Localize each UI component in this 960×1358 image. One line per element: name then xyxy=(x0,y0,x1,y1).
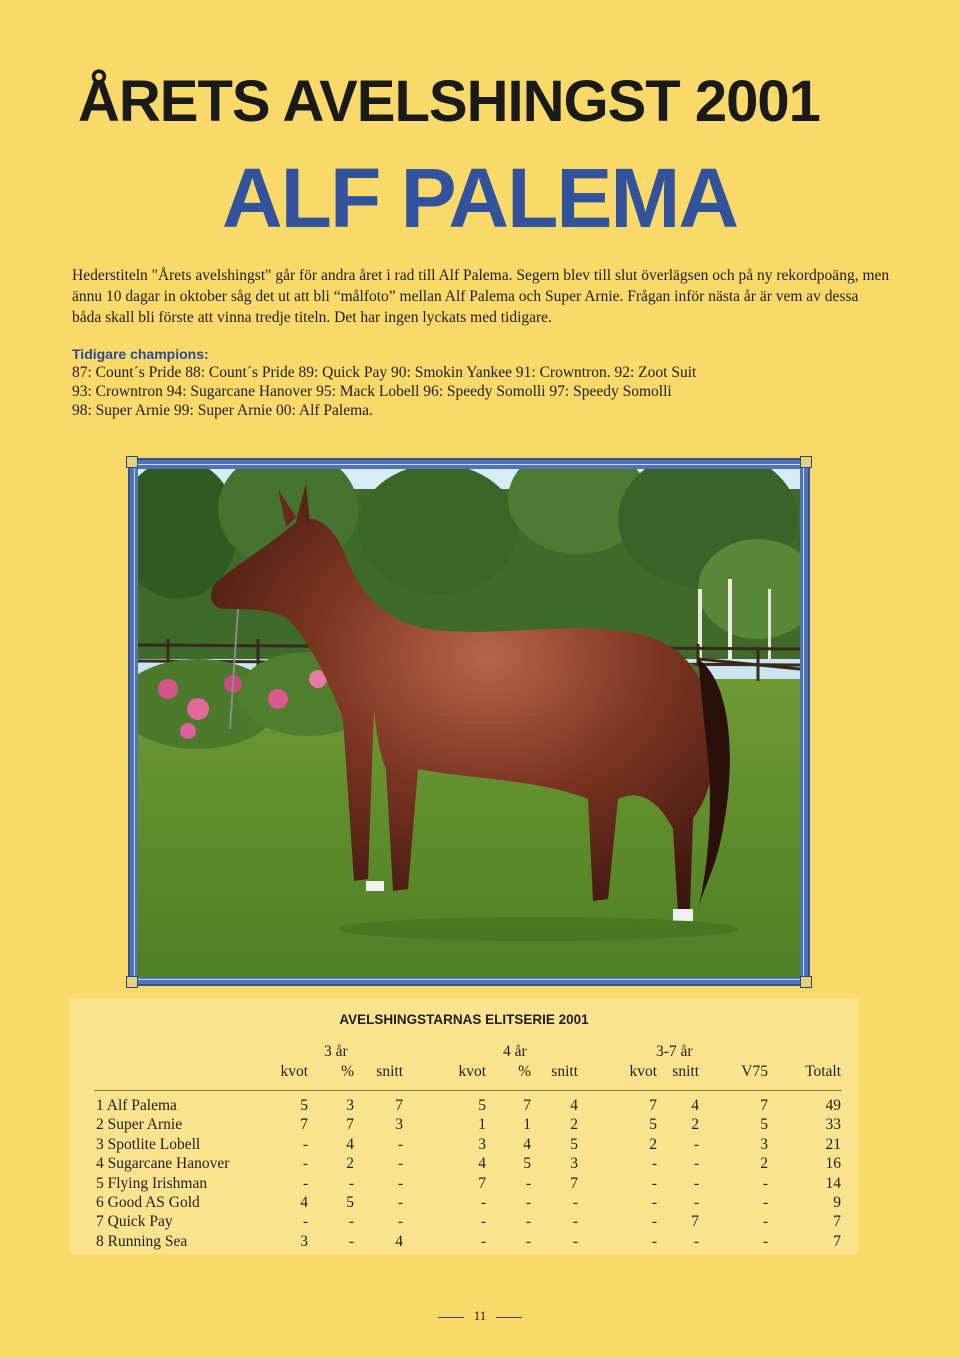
frame-corner-ornament xyxy=(800,456,812,468)
page-footer xyxy=(0,1308,960,1324)
group-header-3-7-ar: 3-7 år xyxy=(656,1043,693,1060)
table-cell: - xyxy=(693,1155,699,1173)
table-cell: - xyxy=(480,1232,486,1250)
column-header: kvot xyxy=(458,1063,486,1080)
table-cell: 4 xyxy=(523,1135,531,1153)
table-cell: 5 xyxy=(649,1116,657,1134)
table-cell: 7 xyxy=(523,1097,531,1114)
horse-shadow xyxy=(338,917,738,941)
table-cell: 4 xyxy=(478,1155,486,1173)
table-cell: 33 xyxy=(825,1116,841,1134)
previous-champions-line-1: 87: Count´s Pride 88: Count´s Pride 89: Quick Pay 90: Smokin Yankee 91: Crowntron. 92: Zoot Suit xyxy=(72,364,697,381)
table-cell: 1 xyxy=(478,1116,486,1134)
table-cell: - xyxy=(302,1135,308,1153)
page-title: ÅRETS AVELSHINGST 2001 xyxy=(78,69,820,134)
table-cell: 49 xyxy=(825,1097,841,1114)
table-cell: - xyxy=(525,1194,531,1211)
table-cell: - xyxy=(397,1155,403,1173)
stallion-name: 1 Alf Palema xyxy=(96,1097,177,1114)
table-cell: 7 xyxy=(570,1174,578,1192)
table-cell: - xyxy=(651,1194,657,1211)
column-header: snitt xyxy=(551,1063,578,1080)
table-cell: - xyxy=(525,1213,531,1231)
table-cell: - xyxy=(651,1232,657,1250)
table-cell: 4 xyxy=(346,1135,354,1153)
table-cell: - xyxy=(693,1135,699,1153)
table-cell: - xyxy=(651,1155,657,1173)
column-header: % xyxy=(518,1063,531,1080)
table-cell: 5 xyxy=(478,1097,486,1114)
table-cell: - xyxy=(397,1135,403,1153)
table-cell: - xyxy=(480,1213,486,1231)
table-cell: - xyxy=(572,1232,578,1250)
table-cell: 5 xyxy=(300,1097,308,1114)
table-cell: 2 xyxy=(691,1116,699,1134)
table-cell: - xyxy=(397,1174,403,1192)
table-cell: - xyxy=(693,1174,699,1192)
group-header-3-ar: 3 år xyxy=(324,1043,348,1060)
table-cell: - xyxy=(302,1213,308,1231)
table-cell: 3 xyxy=(760,1135,768,1153)
table-cell: 9 xyxy=(833,1194,841,1211)
table-cell: 2 xyxy=(649,1135,657,1153)
column-header: % xyxy=(341,1063,354,1080)
intro-paragraph: Hederstiteln "Årets avelshingst" går för andra året i rad till Alf Palema. Segern blev till slut överlägsen och på ny rekordpoäng, men ännu 10 dagar in oktober såg det ut att bli “målfoto” mellan Alf Palema och Super Arnie. Frågan inför nästa år är vem av dessa båda skall bli förste att vinna tredje titeln. Det har ingen lyckats med tidigare. xyxy=(72,267,890,326)
table-cell: 7 xyxy=(478,1174,486,1192)
table-cell: 5 xyxy=(570,1135,578,1153)
table-cell: 5 xyxy=(760,1116,768,1134)
table-cell: 7 xyxy=(760,1097,768,1114)
column-header: kvot xyxy=(629,1063,657,1080)
table-cell: 14 xyxy=(825,1174,841,1192)
table-cell: 3 xyxy=(395,1116,403,1134)
table-cell: - xyxy=(525,1174,531,1192)
table-cell: - xyxy=(762,1232,768,1250)
table-cell: - xyxy=(348,1213,354,1231)
table-cell: - xyxy=(480,1194,486,1211)
table-cell: 5 xyxy=(523,1155,531,1173)
stallion-name: 7 Quick Pay xyxy=(96,1213,173,1231)
table-header-divider xyxy=(94,1090,842,1091)
footer-rule-left xyxy=(438,1317,464,1318)
table-cell: 7 xyxy=(395,1097,403,1114)
stallion-name: 8 Running Sea xyxy=(96,1232,188,1250)
table-cell: 2 xyxy=(346,1155,354,1173)
table-cell: 7 xyxy=(346,1116,354,1134)
stallion-name: 6 Good AS Gold xyxy=(96,1194,200,1211)
table-cell: 21 xyxy=(825,1135,841,1153)
table-cell: 4 xyxy=(570,1097,578,1114)
table-cell: 3 xyxy=(346,1097,354,1114)
table-cell: - xyxy=(525,1232,531,1250)
table-cell: - xyxy=(762,1213,768,1231)
table-cell: - xyxy=(397,1194,403,1211)
frame-corner-ornament xyxy=(126,456,138,468)
table-cell: - xyxy=(572,1213,578,1231)
page-number: 11 xyxy=(473,1308,487,1323)
table-cell: - xyxy=(397,1213,403,1231)
previous-champions-line-2: 93: Crowntron 94: Sugarcane Hanover 95: Mack Lobell 96: Speedy Somolli 97: Speedy Somolli xyxy=(72,383,672,400)
stallion-name: 2 Super Arnie xyxy=(96,1116,183,1134)
group-header-4-ar: 4 år xyxy=(503,1043,527,1060)
table-cell: 7 xyxy=(649,1097,657,1114)
table-cell: - xyxy=(651,1174,657,1192)
frame-corner-ornament xyxy=(800,976,812,988)
column-header: snitt xyxy=(672,1063,699,1080)
footer-rule-right xyxy=(496,1317,522,1318)
table-cell: - xyxy=(302,1155,308,1173)
table-cell: 16 xyxy=(825,1155,841,1173)
table-cell: - xyxy=(348,1232,354,1250)
table-cell: 3 xyxy=(478,1135,486,1153)
stallion-name: 3 Spotlite Lobell xyxy=(96,1135,201,1153)
table-cell: 3 xyxy=(570,1155,578,1173)
frame-corner-ornament xyxy=(126,976,138,988)
table-cell: 2 xyxy=(570,1116,578,1134)
table-cell: - xyxy=(651,1213,657,1231)
table-cell: 7 xyxy=(691,1213,699,1231)
table-cell: 2 xyxy=(760,1155,768,1173)
horse-photo xyxy=(138,469,800,977)
table-cell: 4 xyxy=(395,1232,403,1250)
table-cell: - xyxy=(572,1194,578,1211)
table-cell: 1 xyxy=(523,1116,531,1134)
table-cell: 5 xyxy=(346,1194,354,1211)
table-cell: 3 xyxy=(300,1232,308,1250)
column-header: Totalt xyxy=(805,1063,841,1080)
column-header: kvot xyxy=(280,1063,308,1080)
previous-champions-line-3: 98: Super Arnie 99: Super Arnie 00: Alf Palema. xyxy=(72,402,373,419)
table-cell: - xyxy=(762,1174,768,1192)
table-cell: - xyxy=(693,1232,699,1250)
elitserie-table xyxy=(70,998,858,1254)
stallion-name: 4 Sugarcane Hanover xyxy=(96,1155,230,1173)
column-header: V75 xyxy=(741,1063,768,1080)
table-cell: 4 xyxy=(691,1097,699,1114)
table-cell: 7 xyxy=(300,1116,308,1134)
stallion-name: 5 Flying Irishman xyxy=(96,1174,208,1192)
table-cell: 7 xyxy=(833,1213,841,1231)
table-cell: - xyxy=(693,1194,699,1211)
horse-name-title: ALF PALEMA xyxy=(222,151,738,245)
table-cell: - xyxy=(302,1174,308,1192)
table-cell: - xyxy=(762,1194,768,1211)
previous-champions-heading: Tidigare champions: xyxy=(72,346,209,362)
table-title: AVELSHINGSTARNAS ELITSERIE 2001 xyxy=(339,1012,589,1027)
table-cell: 4 xyxy=(300,1194,308,1211)
table-cell: - xyxy=(348,1174,354,1192)
table-cell: 7 xyxy=(833,1232,841,1250)
column-header: snitt xyxy=(376,1063,403,1080)
